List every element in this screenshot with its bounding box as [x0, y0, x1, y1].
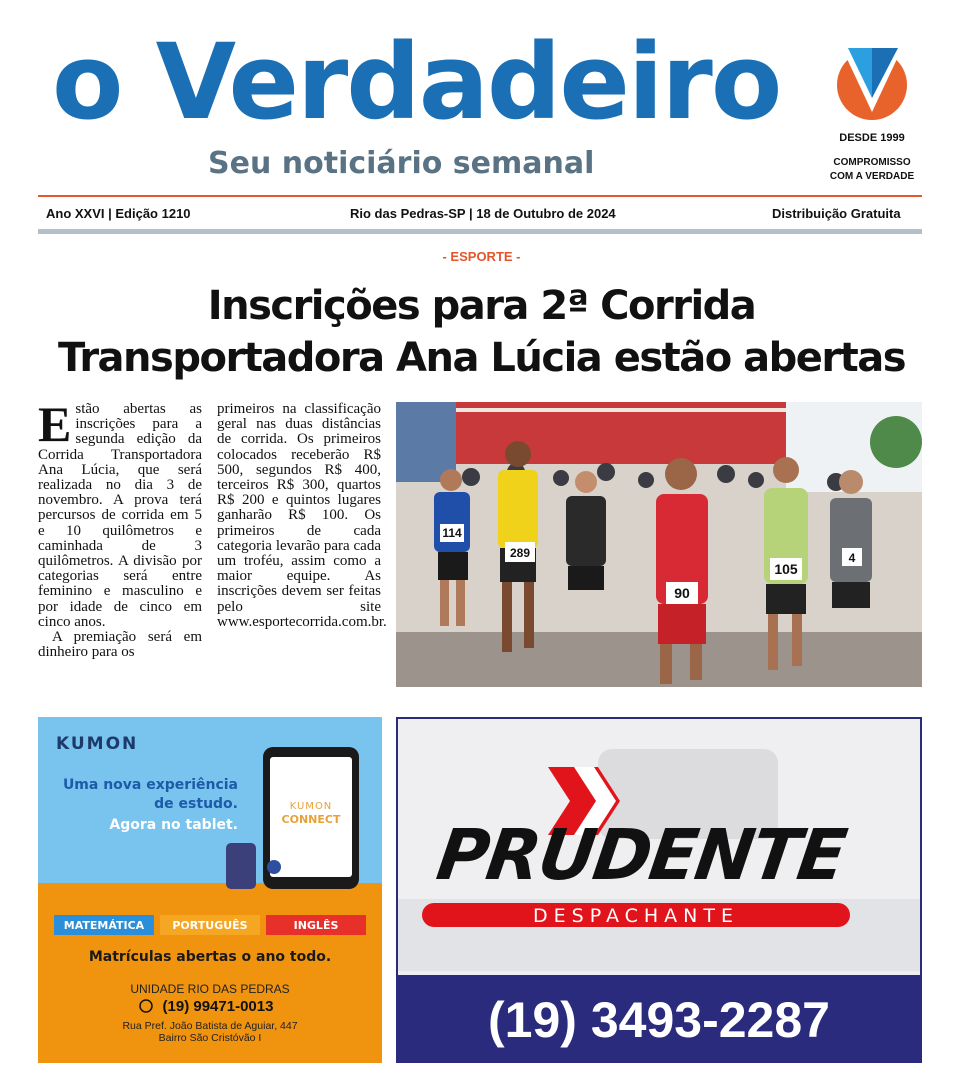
tablet-label-1: KUMON: [289, 801, 333, 812]
subject-portuguese: PORTUGUÊS: [172, 919, 248, 932]
tagline: [812, 156, 932, 184]
bib-number: 289: [509, 546, 531, 560]
race-photo: [396, 402, 922, 687]
top-divider: [38, 195, 922, 197]
enrollment-text: Matrículas abertas o ano todo.: [88, 949, 332, 965]
kumon-ad-artwork: [38, 717, 382, 1063]
address-line-1: Rua Pref. João Batista de Aguiar, 447: [122, 1020, 298, 1032]
prudente-service: DESPACHANTE: [533, 905, 739, 927]
kumon-line-2: de estudo.: [154, 796, 238, 812]
kumon-phone[interactable]: (19) 99471-0013: [162, 998, 274, 1015]
masthead-title: o Verdadeiro: [52, 21, 781, 143]
bib-number: 114: [442, 526, 462, 540]
bottom-divider: [38, 229, 922, 234]
location-date: Rio das Pedras-SP | 18 de Outubro de 2024: [350, 206, 616, 221]
col1-paragraph-1: stão abertas as inscrições para a segunda edição da Corrida Transportadora Ana Lúcia, que será realizada no dia 3 de novembro. A prova terá percursos de corrida em 5 e 10 quilômetros e caminhada de 3 quilômetros. A divisão por categorias será entre feminino e masculino e por idade de cinco em cinco anos.: [38, 401, 202, 630]
unit-name: UNIDADE RIO DAS PEDRAS: [130, 982, 290, 996]
drop-cap: E: [38, 396, 72, 452]
headline: [20, 280, 943, 384]
since-label: DESDE 1999: [839, 132, 905, 144]
kumon-line-3: Agora no tablet.: [109, 817, 238, 833]
masthead-subtitle: Seu noticiário semanal: [208, 146, 595, 181]
prudente-ad[interactable]: [396, 717, 922, 1063]
article-column-1: [38, 396, 202, 661]
bib-number: 90: [674, 585, 690, 601]
col1-paragraph-2: A premiação será em dinheiro para os: [38, 629, 202, 661]
gear-icon: [267, 860, 281, 874]
kumon-brand: KUMON: [56, 734, 139, 754]
distribution-info: Distribuição Gratuita: [772, 206, 901, 221]
bib-number: 105: [774, 561, 798, 577]
subject-english: INGLÊS: [293, 919, 339, 932]
prudente-phone[interactable]: (19) 3493-2287: [488, 992, 830, 1048]
phone-icon: [226, 843, 256, 889]
subject-math: MATEMÁTICA: [63, 919, 145, 932]
headline-line-2: Transportadora Ana Lúcia estão abertas: [57, 335, 906, 381]
tablet-label-2: CONNECT: [281, 813, 341, 826]
section-label: - ESPORTE -: [442, 249, 521, 264]
address-line-2: Bairro São Cristóvão I: [158, 1032, 262, 1044]
edition-info: Ano XXVI | Edição 1210: [46, 206, 191, 221]
article-column-2: [217, 401, 387, 630]
newspaper-logo-icon: [826, 40, 918, 120]
tagline-line-1: COMPROMISSO: [833, 157, 911, 168]
tagline-line-2: COM A VERDADE: [829, 171, 915, 182]
prudente-ad-artwork: [398, 719, 920, 1061]
kumon-ad[interactable]: [38, 717, 382, 1063]
kumon-line-1: Uma nova experiência: [62, 777, 238, 793]
col2-paragraph-1: primeiros na classificação geral nas duas distâncias de corrida. Os primeiros colocados receberão R$ 500, segundos R$ 400, terceiros R$ 300, quartos R$ 200 e quintos lugares ganharão R$ 100. Os primeiros de cada categoria levarão para cada um troféu, assim como a maior equipe. As inscrições devem ser feitas pelo site www.esportecorrida.com.br.: [217, 401, 387, 630]
headline-line-1: Inscrições para 2ª Corrida: [207, 283, 756, 329]
bib-number: 4: [848, 551, 856, 565]
race-photo-illustration: [396, 402, 922, 687]
prudente-brand: PRUDENTE: [432, 814, 850, 896]
